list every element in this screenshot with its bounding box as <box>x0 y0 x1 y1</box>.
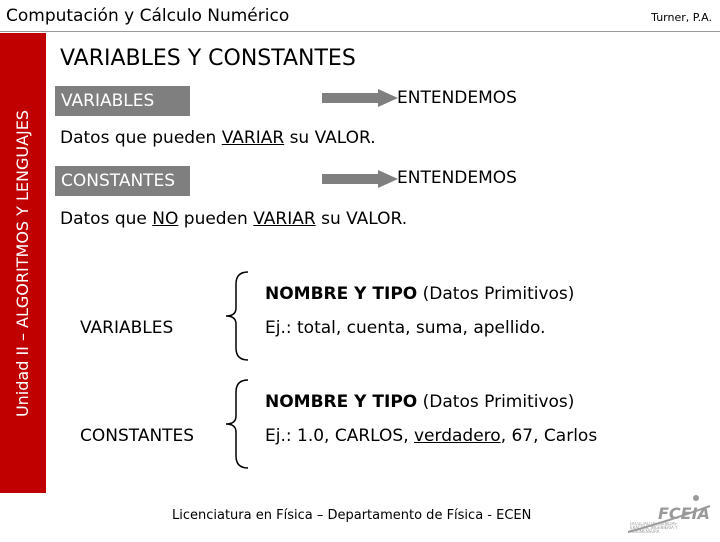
entendemos-label-1: ENTENDEMOS <box>397 88 517 108</box>
right-arrow-icon <box>322 89 398 107</box>
logo-small-text: FACULTAD DE CIENCIAS EXACTAS, INGENIERÍA Y AGRIMENSURA <box>630 522 678 534</box>
constantes-box <box>55 166 190 196</box>
group-constantes-line2 <box>265 426 597 446</box>
desc-text: pueden <box>178 209 254 229</box>
desc-underlined: VARIAR <box>253 209 316 229</box>
bold-text: NOMBRE Y TIPO <box>265 392 418 412</box>
author-label: Turner, P.A. <box>651 11 712 24</box>
group-variables-line1 <box>265 284 574 304</box>
group-constantes-line1 <box>265 392 574 412</box>
desc-text: Datos que pueden <box>60 128 222 148</box>
desc-underlined: VARIAR <box>221 128 285 148</box>
header-divider <box>0 31 720 32</box>
plain-text: (Datos Primitivos) <box>417 284 575 304</box>
constantes-box-label: CONSTANTES <box>61 171 176 191</box>
group-variables-line2: Ej.: total, cuenta, suma, apellido. <box>265 318 546 338</box>
group-variables-name: VARIABLES <box>80 318 174 338</box>
footer-text: Licenciatura en Física – Departamento de Física - ECEN <box>172 508 532 523</box>
sidebar-label-wrap <box>0 33 46 493</box>
variables-box-label: VARIABLES <box>61 91 155 111</box>
slide-title: VARIABLES Y CONSTANTES <box>60 46 356 71</box>
desc-underlined: NO <box>152 209 179 229</box>
sidebar-label: Unidad II – ALGORITMOS Y LENGUAJES <box>13 109 33 417</box>
bold-text: NOMBRE Y TIPO <box>265 284 418 304</box>
fceia-logo <box>626 492 716 538</box>
left-brace-icon <box>222 378 252 470</box>
constantes-description <box>60 209 407 229</box>
plain-text: , 67, Carlos <box>500 426 598 446</box>
variables-box <box>55 86 190 116</box>
desc-text: su VALOR. <box>315 209 408 229</box>
group-constantes-name: CONSTANTES <box>80 426 195 446</box>
variables-description <box>60 128 376 148</box>
plain-text: Ej.: 1.0, CARLOS, <box>265 426 414 446</box>
desc-text: su VALOR. <box>284 128 376 148</box>
underlined-text: verdadero <box>414 426 501 446</box>
left-brace-icon <box>222 270 252 362</box>
entendemos-label-2: ENTENDEMOS <box>397 168 517 188</box>
right-arrow-icon <box>322 170 398 188</box>
desc-text: Datos que <box>60 209 153 229</box>
course-title: Computación y Cálculo Numérico <box>6 6 290 26</box>
plain-text: (Datos Primitivos) <box>417 392 575 412</box>
logo-text: FCEIA <box>658 504 710 523</box>
